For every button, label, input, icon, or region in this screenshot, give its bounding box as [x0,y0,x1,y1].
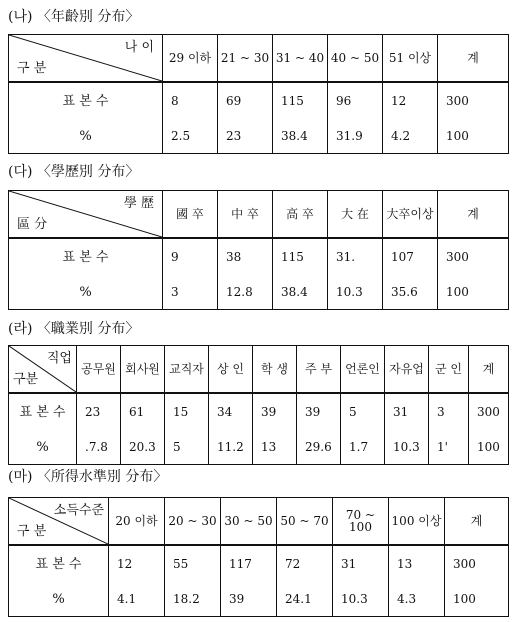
table-cell: 115 [273,82,328,119]
corner-label-top: 직업 [46,351,72,366]
column-header: 31 ~ 40 [273,35,328,83]
row-label-percent: % [9,275,163,310]
table-cell: 23 [218,119,273,154]
column-header: 40 ~ 50 [328,35,383,83]
table-cell: 24.1 [277,582,333,617]
table-cell: 39 [253,393,297,430]
section-title-income: (마) 〈所得水準別 分布〉 [8,469,168,485]
column-header: 國 卒 [163,191,218,239]
table-cell: 5 [165,430,209,465]
table-corner-cell [9,498,109,546]
table-cell-total: 100 [445,582,509,617]
table-cell: 10.3 [328,275,383,310]
table-cell: 12 [109,545,165,582]
section-title-age: (나) 〈年齡別 分布〉 [8,9,140,25]
table-cell: 69 [218,82,273,119]
column-header: 高 卒 [273,191,328,239]
table-cell: 4.1 [109,582,165,617]
column-header: 50 ~ 70 [277,498,333,546]
column-header: 학 생 [253,346,297,394]
table-cell: 34 [209,393,253,430]
table-cell: 4.2 [383,119,438,154]
column-header: 20 ~ 30 [165,498,221,546]
table-cell-total: 300 [438,82,509,119]
table-cell-total: 300 [445,545,509,582]
column-header: 군 인 [429,346,469,394]
column-header: 공무원 [77,346,121,394]
column-header: 상 인 [209,346,253,394]
table-cell-total: 100 [438,275,509,310]
age-distribution-table [8,34,509,154]
table-cell: 31. [328,238,383,275]
table-cell: 1' [429,430,469,465]
row-label-sample-count: 표 본 수 [9,393,77,430]
corner-label-bottom: 구분 [13,372,39,387]
column-header: 70 ~ 100 [333,498,389,546]
table-cell: 15 [165,393,209,430]
table-cell: 55 [165,545,221,582]
column-header: 20 이하 [109,498,165,546]
row-label-percent: % [9,582,109,617]
table-corner-cell [9,346,77,394]
corner-label-bottom: 구 분 [17,524,47,539]
table-cell: 1.7 [341,430,385,465]
table-cell: 39 [297,393,341,430]
table-cell-total: 300 [469,393,509,430]
table-cell: 29.6 [297,430,341,465]
column-header: 大卒이상 [383,191,438,239]
column-header: 주 부 [297,346,341,394]
corner-label-bottom: 區 分 [17,217,48,232]
row-label-sample-count: 표 본 수 [9,545,109,582]
column-header: 자유업 [385,346,429,394]
column-header-total: 계 [469,346,509,394]
corner-label-top: 소득수준 [53,503,104,518]
table-cell: 9 [163,238,218,275]
table-cell: 18.2 [165,582,221,617]
table-cell: 115 [273,238,328,275]
column-header-total: 계 [438,35,509,83]
table-cell: 12.8 [218,275,273,310]
corner-label-top: 나 이 [124,40,154,55]
section-title-education: (다) 〈學歷別 分布〉 [8,164,140,180]
table-corner-cell [9,191,163,239]
table-cell: 20.3 [121,430,165,465]
table-cell: 39 [221,582,277,617]
row-label-percent: % [9,119,163,154]
column-header: 교직자 [165,346,209,394]
corner-label-top: 學 歷 [123,196,154,211]
table-cell: 4.3 [389,582,445,617]
table-cell-total: 300 [438,238,509,275]
occupation-distribution-table [8,345,509,465]
table-cell-total: 100 [469,430,509,465]
table-cell: 8 [163,82,218,119]
table-cell: 3 [429,393,469,430]
table-cell: 35.6 [383,275,438,310]
row-label-sample-count: 표 본 수 [9,238,163,275]
section-title-occupation: (라) 〈職業別 分布〉 [8,321,140,337]
table-cell: 31.9 [328,119,383,154]
table-cell: 117 [221,545,277,582]
table-cell: 10.3 [333,582,389,617]
table-cell-total: 100 [438,119,509,154]
table-cell: 61 [121,393,165,430]
column-header: 100 이상 [389,498,445,546]
table-cell: 31 [385,393,429,430]
table-cell: 5 [341,393,385,430]
table-cell: 72 [277,545,333,582]
education-distribution-table [8,190,509,310]
row-label-sample-count: 표 본 수 [9,82,163,119]
column-header: 30 ~ 50 [221,498,277,546]
table-cell: 3 [163,275,218,310]
column-header-total: 계 [445,498,509,546]
row-label-percent: % [9,430,77,465]
table-cell: 23 [77,393,121,430]
table-cell: 96 [328,82,383,119]
table-cell: 12 [383,82,438,119]
income-distribution-table [8,497,509,617]
table-cell: 11.2 [209,430,253,465]
column-header: 29 이하 [163,35,218,83]
table-cell: 38.4 [273,119,328,154]
table-cell: 2.5 [163,119,218,154]
column-header: 회사원 [121,346,165,394]
table-cell: 13 [253,430,297,465]
table-cell: 13 [389,545,445,582]
column-header: 大 在 [328,191,383,239]
table-cell: 38 [218,238,273,275]
column-header: 51 이상 [383,35,438,83]
table-cell: 38.4 [273,275,328,310]
table-cell: 10.3 [385,430,429,465]
table-cell: 31 [333,545,389,582]
corner-label-bottom: 구 분 [17,61,47,76]
table-cell: .7.8 [77,430,121,465]
table-cell: 107 [383,238,438,275]
column-header-total: 계 [438,191,509,239]
column-header: 中 卒 [218,191,273,239]
column-header: 언론인 [341,346,385,394]
column-header: 21 ~ 30 [218,35,273,83]
table-corner-cell [9,35,163,83]
